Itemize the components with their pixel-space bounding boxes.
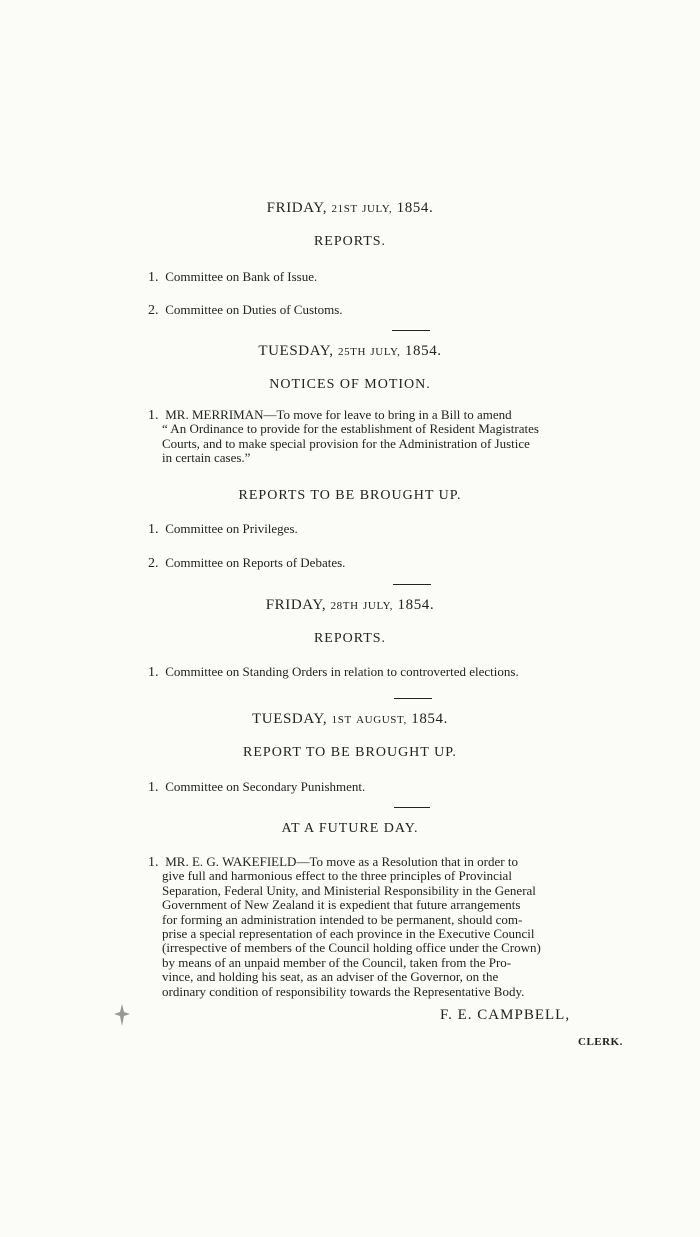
date-day: TUESDAY,: [252, 711, 328, 727]
section-heading: REPORTS.: [313, 234, 387, 249]
motion-line: Courts, and to make special provision for the Administration of Justice: [162, 436, 530, 451]
section-divider: [392, 330, 430, 331]
item-number: 1.: [148, 855, 159, 870]
item-number: 1.: [148, 665, 159, 680]
motion-line: Separation, Federal Unity, and Ministerial Responsibility in the General: [162, 883, 536, 898]
date-month: AUGUST,: [356, 714, 407, 726]
motion-line: (irrespective of members of the Council holding office under the Crown): [162, 941, 541, 956]
date-month: JULY,: [370, 346, 401, 358]
motion-wakefield: [148, 855, 648, 999]
item-number: 1.: [148, 270, 159, 285]
section-heading: REPORT TO BE BROUGHT UP.: [243, 745, 457, 760]
section-heading: AT A FUTURE DAY.: [281, 821, 419, 836]
item-text: Committee on Duties of Customs.: [165, 302, 343, 317]
date-year: 1854.: [396, 200, 434, 216]
motion-line: vince, and holding his seat, as an adviser of the Governor, on the: [162, 970, 499, 985]
section-divider: [394, 698, 432, 699]
motion-line: [148, 408, 648, 422]
date-num: 25TH: [337, 346, 367, 358]
section-date: [0, 597, 700, 614]
motion-merriman: [148, 408, 648, 466]
clerk-signature-name: F. E. CAMPBELL,: [440, 1007, 571, 1023]
section-heading: REPORTS.: [313, 631, 387, 646]
list-item: [148, 521, 298, 538]
clerk-title: CLERK.: [578, 1036, 623, 1048]
date-num: 1ST: [331, 714, 352, 726]
item-text: Committee on Privileges.: [165, 521, 298, 536]
section-date: [0, 343, 700, 360]
date-day: FRIDAY,: [266, 200, 328, 216]
date-month: JULY,: [363, 600, 394, 612]
item-number: 1.: [148, 522, 159, 537]
list-item: [148, 664, 519, 681]
item-number: 2.: [148, 303, 159, 318]
section-heading: REPORTS TO BE BROUGHT UP.: [238, 488, 462, 503]
list-item: [148, 779, 365, 796]
date-day: TUESDAY,: [258, 343, 334, 359]
motion-text: MR. MERRIMAN—To move for leave to bring in a Bill to amend: [165, 408, 512, 422]
date-day: FRIDAY,: [265, 597, 327, 613]
list-item: [148, 555, 345, 572]
list-item: [148, 269, 317, 286]
motion-text: MR. E. G. WAKEFIELD—To move as a Resolution that in order to: [165, 855, 518, 869]
ink-blot-mark: [112, 1000, 132, 1030]
date-year: 1854.: [397, 597, 435, 613]
section-heading: NOTICES OF MOTION.: [269, 377, 431, 392]
item-text: Committee on Secondary Punishment.: [165, 779, 366, 794]
motion-line: prise a special representation of each province in the Executive Council: [162, 926, 535, 941]
date-year: 1854.: [404, 343, 442, 359]
motion-line: “ An Ordinance to provide for the establishment of Resident Magistrates: [162, 422, 539, 437]
section-divider: [394, 807, 430, 808]
item-number: 2.: [148, 556, 159, 571]
motion-line: give full and harmonious effect to the three principles of Provincial: [162, 869, 512, 884]
motion-line: in certain cases.”: [162, 451, 251, 466]
date-month: JULY,: [362, 203, 393, 215]
motion-line: ordinary condition of responsibility towards the Representative Body.: [162, 984, 525, 999]
item-number: 1.: [148, 408, 159, 423]
date-num: 21ST: [331, 203, 358, 215]
item-text: Committee on Reports of Debates.: [165, 555, 346, 570]
item-number: 1.: [148, 780, 159, 795]
item-text: Committee on Standing Orders in relation to controverted elections.: [165, 664, 519, 679]
motion-line: [148, 855, 648, 869]
item-text: Committee on Bank of Issue.: [165, 269, 318, 284]
section-date: [0, 200, 700, 217]
section-divider: [393, 584, 431, 585]
section-date: [0, 711, 700, 728]
motion-line: by means of an unpaid member of the Council, taken from the Pro-: [162, 955, 512, 970]
motion-line: Government of New Zealand it is expedient that future arrangements: [162, 898, 521, 913]
motion-line: for forming an administration intended to be permanent, should com-: [162, 912, 523, 927]
list-item: [148, 302, 343, 319]
date-year: 1854.: [411, 711, 448, 727]
date-num: 28TH: [330, 600, 359, 612]
